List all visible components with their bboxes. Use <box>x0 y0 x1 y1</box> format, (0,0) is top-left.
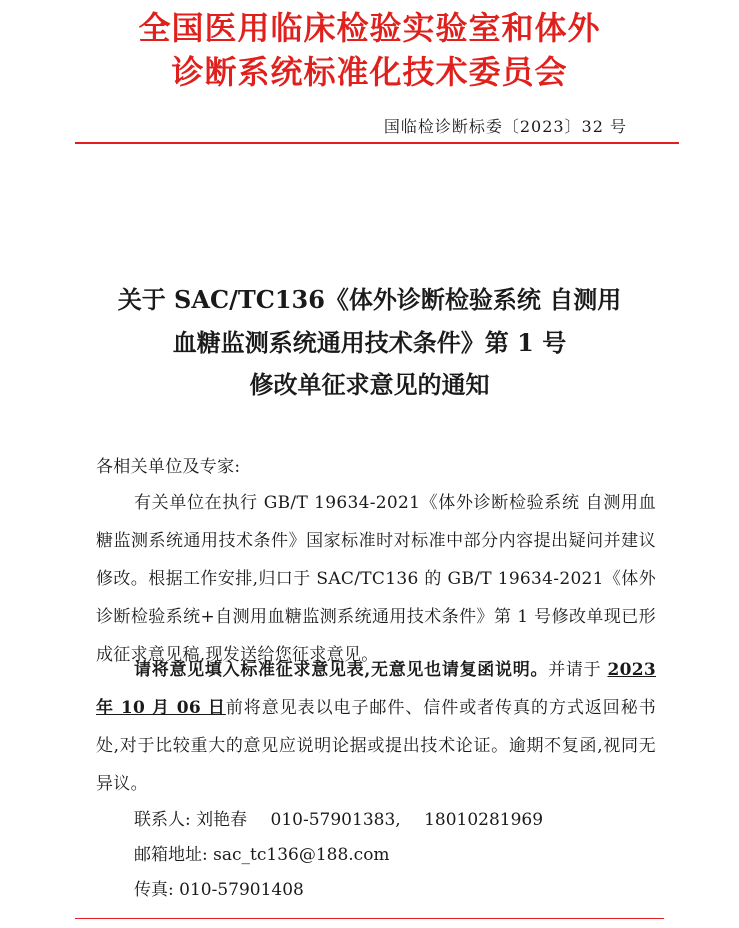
paragraph-2-mid: 并请于 <box>548 660 608 680</box>
paragraph-1: 有关单位在执行 GB/T 19634-2021《体外诊断检验系统 自测用血糖监测系统通用技术条件》国家标准时对标准中部分内容提出疑问并建议修改。根据工作安排,归口于 SAC/TC136 的 GB/T 19634-2021《体外诊断检验系统+自测用血糖监测系统通用技术条件》第 1 号修改单现已形成征求意见稿,现发送给您征求意见。 <box>96 493 656 665</box>
contact-phone-2: 18010281969 <box>424 810 544 830</box>
fax-number: 010-57901408 <box>179 880 304 900</box>
header-line-2: 诊断系统标准化技术委员会 <box>171 53 568 91</box>
paragraph-2-rest: 前将意见表以电子邮件、信件或者传真的方式返回秘书处,对于比较重大的意见应说明论据或提出技术论证。逾期不复函,视同无异议。 <box>96 698 656 794</box>
deadline-date: 2023 年 10 月 06 日 <box>96 660 657 718</box>
footer-divider <box>75 918 664 919</box>
email-label: 邮箱地址: <box>134 845 208 865</box>
contact-person-label: 联系人: <box>134 810 191 830</box>
email-row <box>134 840 390 865</box>
paragraph-2 <box>96 651 656 803</box>
fax-label: 传真: <box>134 880 174 900</box>
salutation: 各相关单位及专家: <box>96 457 241 477</box>
document-number: 国临检诊断标委〔2023〕32 号 <box>383 117 627 136</box>
email-address[interactable]: sac_tc136@188.com <box>213 845 390 865</box>
header-line-1: 全国医用临床检验实验室和体外 <box>138 9 601 47</box>
notice-title-line-3: 修改单征求意见的通知 <box>249 370 490 399</box>
fax-row <box>134 875 304 900</box>
contact-person-name: 刘艳春 <box>196 810 248 830</box>
notice-title-line-1: 关于 SAC/TC136《体外诊断检验系统 自测用 <box>117 285 622 314</box>
header-divider <box>75 142 679 144</box>
contact-phone-1: 010-57901383, <box>270 810 401 830</box>
contact-person-row <box>134 805 543 830</box>
request-bold-text: 请将意见填入标准征求意见表,无意见也请复函说明。 <box>134 660 549 680</box>
notice-title-line-2: 血糖监测系统通用技术条件》第 1 号 <box>172 328 567 357</box>
